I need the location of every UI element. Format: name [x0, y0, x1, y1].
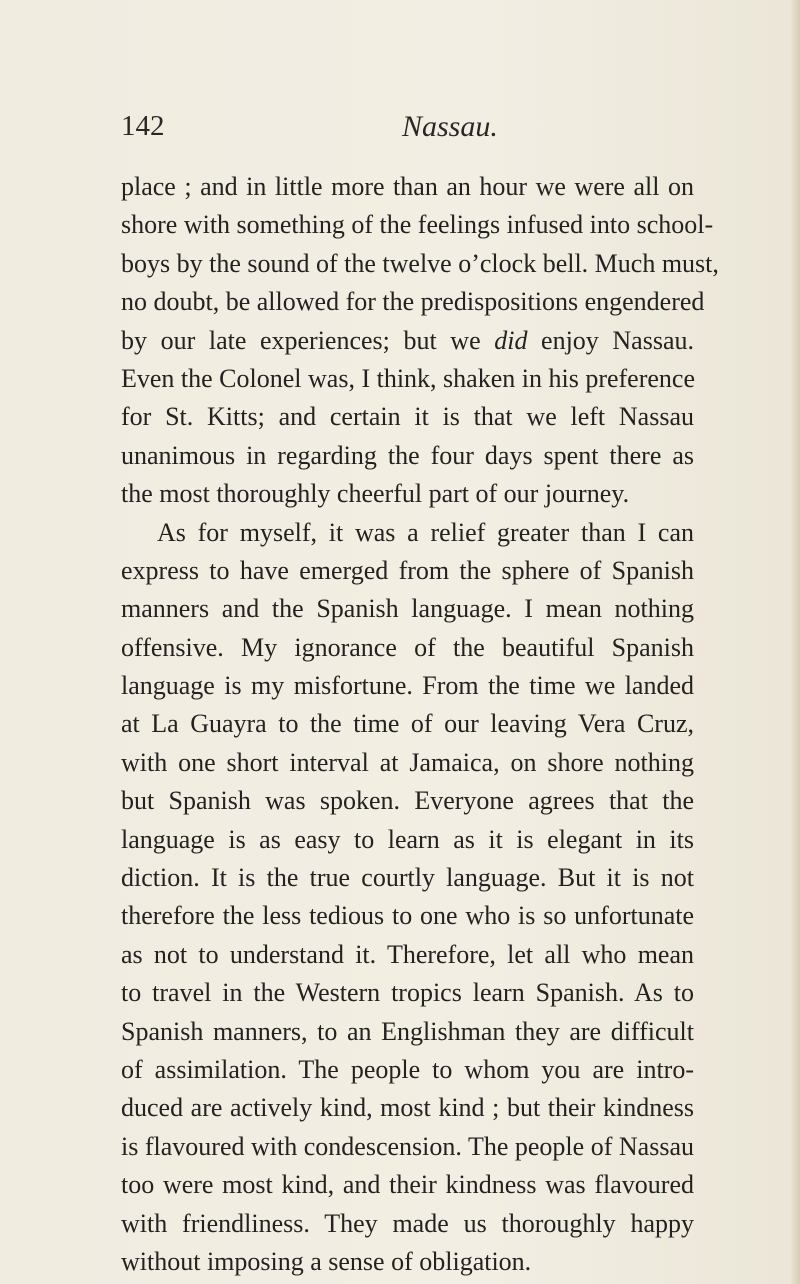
text-line: shore with something of the feelings infused into school-	[121, 210, 714, 240]
text-line: no doubt, be allowed for the predispositions engendered	[121, 287, 705, 317]
text-run: enjoy Nassau.	[527, 325, 694, 355]
text-line: duced are actively kind, most kind ; but their kindness	[121, 1093, 694, 1123]
text-line: diction. It is the true courtly language. But it is not	[121, 863, 694, 893]
body-text	[121, 168, 719, 1281]
page-number: 142	[121, 110, 165, 142]
text-line: Even the Colonel was, I think, shaken in his preference	[121, 363, 695, 393]
text-line: offensive. My ignorance of the beautiful Spanish	[121, 632, 694, 662]
text-line	[121, 322, 694, 360]
text-line: unanimous in regarding the four days spent there as	[121, 440, 694, 470]
running-head: Nassau.	[402, 110, 498, 143]
text-line: As for myself, it was a relief greater than I can	[157, 517, 694, 547]
text-line: of assimilation. The people to whom you are intro-	[121, 1054, 694, 1084]
text-line: with one short interval at Jamaica, on shore nothing	[121, 747, 694, 777]
text-run: by our late experiences; but we	[121, 325, 495, 355]
emphasized-word: did	[494, 325, 528, 355]
text-line: express to have emerged from the sphere of Spanish	[121, 555, 694, 585]
text-line: place ; and in little more than an hour we were all on	[121, 172, 694, 201]
text-line: language is as easy to learn as it is elegant in its	[121, 824, 694, 854]
text-line: manners and the Spanish language. I mean nothing	[121, 594, 694, 624]
text-line: language is my misfortune. From the time we landed	[121, 671, 694, 701]
text-line: for St. Kitts; and certain it is that we left Nassau	[121, 402, 694, 432]
text-line: without imposing a sense of obligation.	[121, 1246, 532, 1276]
text-line: to travel in the Western tropics learn Spanish. As to	[121, 978, 694, 1008]
text-line: the most thoroughly cheerful part of our journey.	[121, 479, 630, 509]
page-edge-shadow	[790, 0, 800, 1284]
text-line: as not to understand it. Therefore, let all who mean	[121, 939, 694, 969]
text-line: is flavoured with condescension. The people of Nassau	[121, 1131, 694, 1161]
text-line: Spanish manners, to an Englishman they are difficult	[121, 1016, 694, 1046]
text-line: boys by the sound of the twelve o’clock bell. Much must,	[121, 248, 719, 278]
text-line: too were most kind, and their kindness was flavoured	[121, 1170, 694, 1200]
text-line: with friendliness. They made us thoroughly happy	[121, 1208, 694, 1238]
text-line: at La Guayra to the time of our leaving Vera Cruz,	[121, 709, 694, 739]
text-line: but Spanish was spoken. Everyone agrees that the	[121, 786, 694, 816]
text-line: therefore the less tedious to one who is so unfortunate	[121, 901, 694, 931]
page-header	[121, 98, 691, 148]
